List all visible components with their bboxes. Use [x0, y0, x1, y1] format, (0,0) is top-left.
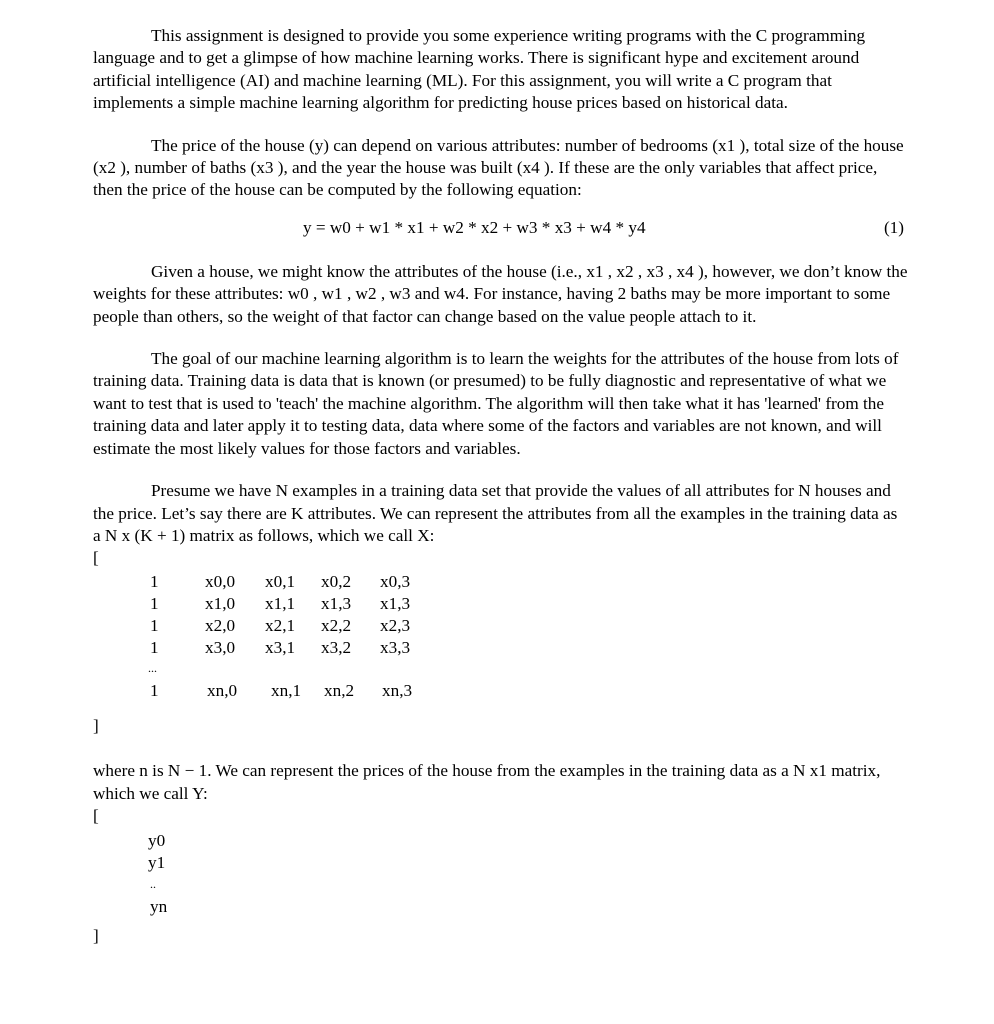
- x-matrix: [93, 569, 908, 701]
- x-matrix-cell: 1: [150, 594, 159, 614]
- paragraph-training-matrix: Presume we have N examples in a training data set that provide the values of all attributes for N houses and the price. Let’s say there are K attributes. We can represent the attributes from all the examples in the training data as a N x (K + 1) matrix as follows, which we call X:: [93, 481, 898, 545]
- paragraph-price-attributes: The price of the house (y) can depend on various attributes: number of bedrooms (x1 ), total size of the house (x2 ), number of baths (x3 ), and the year the house was built (x4 ). If these are the only variables that affect price, then the price of the house can be computed by the following equation:: [93, 135, 904, 200]
- x-matrix-cell: x0,3: [380, 572, 411, 592]
- y-matrix-ellipsis: ..: [150, 877, 156, 892]
- x-matrix-cell: 1: [150, 681, 159, 701]
- x-matrix-cell: x1,1: [265, 594, 296, 614]
- x-matrix-cell: 1: [150, 638, 159, 658]
- equation-number: (1): [883, 217, 904, 237]
- x-matrix-close-bracket: ]: [93, 716, 99, 736]
- x-matrix-cell: x0,1: [265, 572, 296, 592]
- y-matrix-entry: yn: [150, 897, 168, 917]
- paragraph-ml-goal: The goal of our machine learning algorithm is to learn the weights for the attributes of the house from lots of training data. Training data is data that is known (or presumed) to be fully diagnostic and representative of what we want to test that is used to 'teach' the machine algorithm. The algorithm will then take what it has 'learned' from the training data and later apply it to testing data, data where some of the factors and variables are not known, and will estimate the most likely values for those factors and variables.: [93, 349, 899, 458]
- x-matrix-cell: x2,1: [265, 616, 296, 636]
- y-matrix-close-bracket: ]: [93, 926, 99, 946]
- x-matrix-cell: xn,0: [207, 681, 238, 701]
- x-matrix-cell: x2,2: [321, 616, 352, 636]
- paragraph-y-matrix: where n is N − 1. We can represent the prices of the house from the examples in the training data as a N x1 matrix, which we call Y:: [93, 761, 881, 803]
- x-matrix-cell: xn,1: [271, 681, 302, 701]
- x-matrix-cell: 1: [150, 572, 159, 592]
- x-matrix-cell: x1,3: [321, 594, 352, 614]
- y-matrix-open-bracket: [: [93, 806, 99, 826]
- paragraph-weights: Given a house, we might know the attributes of the house (i.e., x1 , x2 , x3 , x4 ), however, we don’t know the weights for these attributes: w0 , w1 , w2 , w3 and w4. For instance, having 2 baths may be more important to some people than others, so the weight of that factor can change based on the value people attach to it.: [93, 261, 908, 326]
- y-matrix-entry: y1: [148, 853, 166, 873]
- equation-body: y = w0 + w1 * x1 + w2 * x2 + w3 * x3 + w4 * y4: [303, 217, 646, 237]
- x-matrix-cell: x1,0: [205, 594, 236, 614]
- x-matrix-cell: xn,3: [382, 681, 413, 701]
- x-matrix-cell: x3,1: [265, 638, 296, 658]
- x-matrix-cell: x3,3: [380, 638, 411, 658]
- equation-1: [93, 217, 908, 239]
- x-matrix-cell: xn,2: [324, 681, 355, 701]
- x-matrix-open-bracket: [: [93, 548, 99, 568]
- x-matrix-cell: x2,3: [380, 616, 411, 636]
- x-matrix-cell: x0,0: [205, 572, 236, 592]
- x-matrix-cell: x1,3: [380, 594, 411, 614]
- y-matrix: [93, 827, 908, 923]
- paragraph-intro: This assignment is designed to provide you some experience writing programs with the C programming language and to get a glimpse of how machine learning works. There is significant hype and excitement around artificial intelligence (AI) and machine learning (ML). For this assignment, you will write a C program that implements a simple machine learning algorithm for predicting house prices based on historical data.: [93, 26, 866, 113]
- x-matrix-ellipsis: ...: [148, 661, 157, 676]
- y-matrix-entry: y0: [148, 831, 166, 851]
- x-matrix-cell: x2,0: [205, 616, 236, 636]
- x-matrix-cell: x3,2: [321, 638, 352, 658]
- x-matrix-cell: x0,2: [321, 572, 352, 592]
- document-body: [93, 25, 908, 947]
- x-matrix-cell: x3,0: [205, 638, 236, 658]
- x-matrix-cell: 1: [150, 616, 159, 636]
